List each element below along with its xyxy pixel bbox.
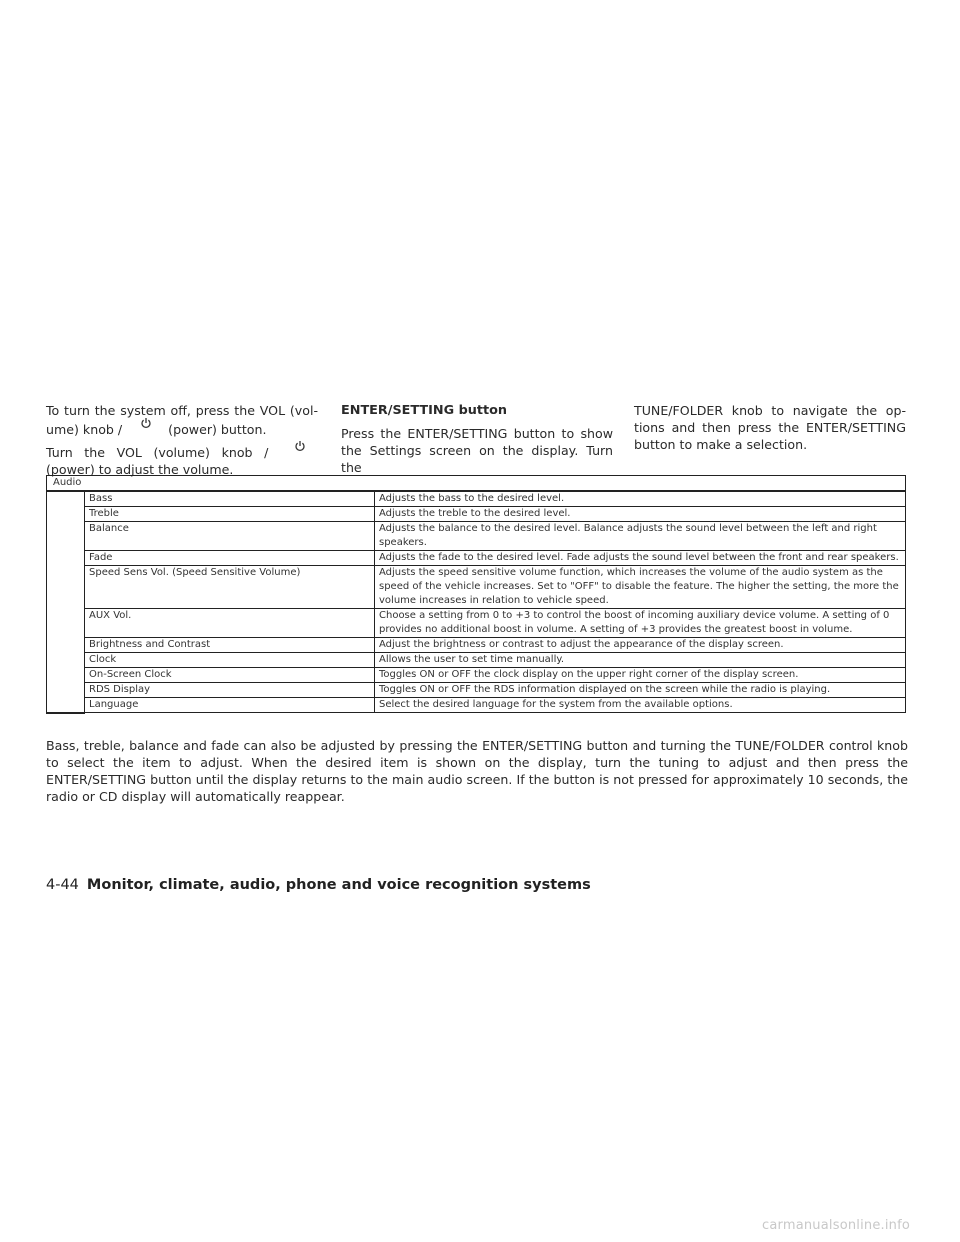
setting-name: AUX Vol. (85, 609, 375, 638)
setting-description: Adjust the brightness or contrast to adjust the appearance of the display screen. (375, 638, 906, 653)
indent-cell (47, 668, 85, 683)
setting-name: Clock (85, 653, 375, 668)
indent-cell (47, 566, 85, 609)
volume-paragraph (46, 442, 318, 478)
indent-cell (47, 683, 85, 698)
watermark: carmanualsonline.info (762, 1218, 911, 1233)
indent-cell (47, 522, 85, 551)
setting-name: Fade (85, 551, 375, 566)
indent-cell (47, 507, 85, 522)
setting-name: Brightness and Contrast (85, 638, 375, 653)
table-row (47, 638, 906, 653)
setting-description: Select the desired language for the system from the available options. (375, 698, 906, 713)
setting-name: Balance (85, 522, 375, 551)
setting-name: Language (85, 698, 375, 713)
column-left (46, 402, 318, 482)
table-row (47, 566, 906, 609)
table-row (47, 491, 906, 507)
setting-name: Speed Sens Vol. (Speed Sensitive Volume) (85, 566, 375, 609)
setting-description: Adjusts the balance to the desired level. Balance adjusts the sound level between the left and right speakers. (375, 522, 906, 551)
table-row (47, 551, 906, 566)
indent-cell (47, 638, 85, 653)
setting-description: Adjusts the fade to the desired level. Fade adjusts the sound level between the front and rear speakers. (375, 551, 906, 566)
indent-cell (47, 698, 85, 713)
table-row (47, 668, 906, 683)
setting-description: Toggles ON or OFF the clock display on the upper right corner of the display screen. (375, 668, 906, 683)
volume-text-end: (power) to adjust the volume. (46, 462, 234, 477)
volume-text-start: Turn the VOL (volume) knob / (46, 445, 269, 460)
power-icon (280, 442, 318, 455)
note-paragraph: Bass, treble, balance and fade can also be adjusted by pressing the ENTER/SETTING button and turning the TUNE/FOLDER control knob to select the item to adjust. When the desired item is shown on the display, turn the tuning to adjust and then press the ENTER/SETTING button until the display returns to the main audio screen. If the button is not pressed for approximately 10 seconds, the radio or CD display will automatically reappear. (46, 738, 908, 804)
setting-description: Toggles ON or OFF the RDS information displayed on the screen while the radio is playing. (375, 683, 906, 698)
table-row (47, 653, 906, 668)
table-row (47, 522, 906, 551)
indent-cell (47, 653, 85, 668)
setting-description: Adjusts the bass to the desired level. (375, 491, 906, 507)
setting-name: RDS Display (85, 683, 375, 698)
power-off-paragraph (46, 402, 318, 438)
setting-description: Adjusts the treble to the desired level. (375, 507, 906, 522)
chapter-title: Monitor, climate, audio, phone and voice recognition systems (86, 877, 591, 893)
column-right (634, 402, 906, 457)
setting-name: On-Screen Clock (85, 668, 375, 683)
table-row (47, 609, 906, 638)
setting-description: Allows the user to set time manually. (375, 653, 906, 668)
audio-settings-table (46, 475, 906, 714)
indent-cell (47, 609, 85, 638)
power-off-text-end: (power) button. (168, 422, 267, 437)
table-row (47, 683, 906, 698)
setting-description: Adjusts the speed sensitive volume function, which increases the volume of the audio system as the speed of the vehicle increases. Set to "OFF" to disable the feature. The higher the setting, the more the volume increases in relation to vehicle speed. (375, 566, 906, 609)
setting-name: Bass (85, 491, 375, 507)
indent-cell (47, 551, 85, 566)
page-number: 4-44 (46, 877, 79, 893)
table-row (47, 507, 906, 522)
power-off-text-start: To turn the system off, press the VOL (vol- ume) knob / (46, 403, 318, 437)
table-header: Audio (47, 476, 906, 492)
power-icon (126, 419, 164, 432)
setting-name: Treble (85, 507, 375, 522)
table-header-row (47, 476, 906, 492)
setting-description: Choose a setting from 0 to +3 to control the boost of incoming auxiliary device volume. A setting of 0 provides no additional boost in volume. A setting of +3 provides the greatest boost in volume. (375, 609, 906, 638)
enter-setting-paragraph: Press the ENTER/SETTING button to show the Settings screen on the display. Turn the (341, 426, 613, 475)
section-heading: ENTER/SETTING button (341, 403, 507, 418)
column-middle (341, 402, 613, 480)
tune-folder-paragraph: TUNE/FOLDER knob to navigate the op- tions and then press the ENTER/SETTING button to make a selection. (634, 403, 906, 452)
page-footer (46, 877, 591, 893)
table-row (47, 698, 906, 713)
indent-cell (47, 491, 85, 507)
